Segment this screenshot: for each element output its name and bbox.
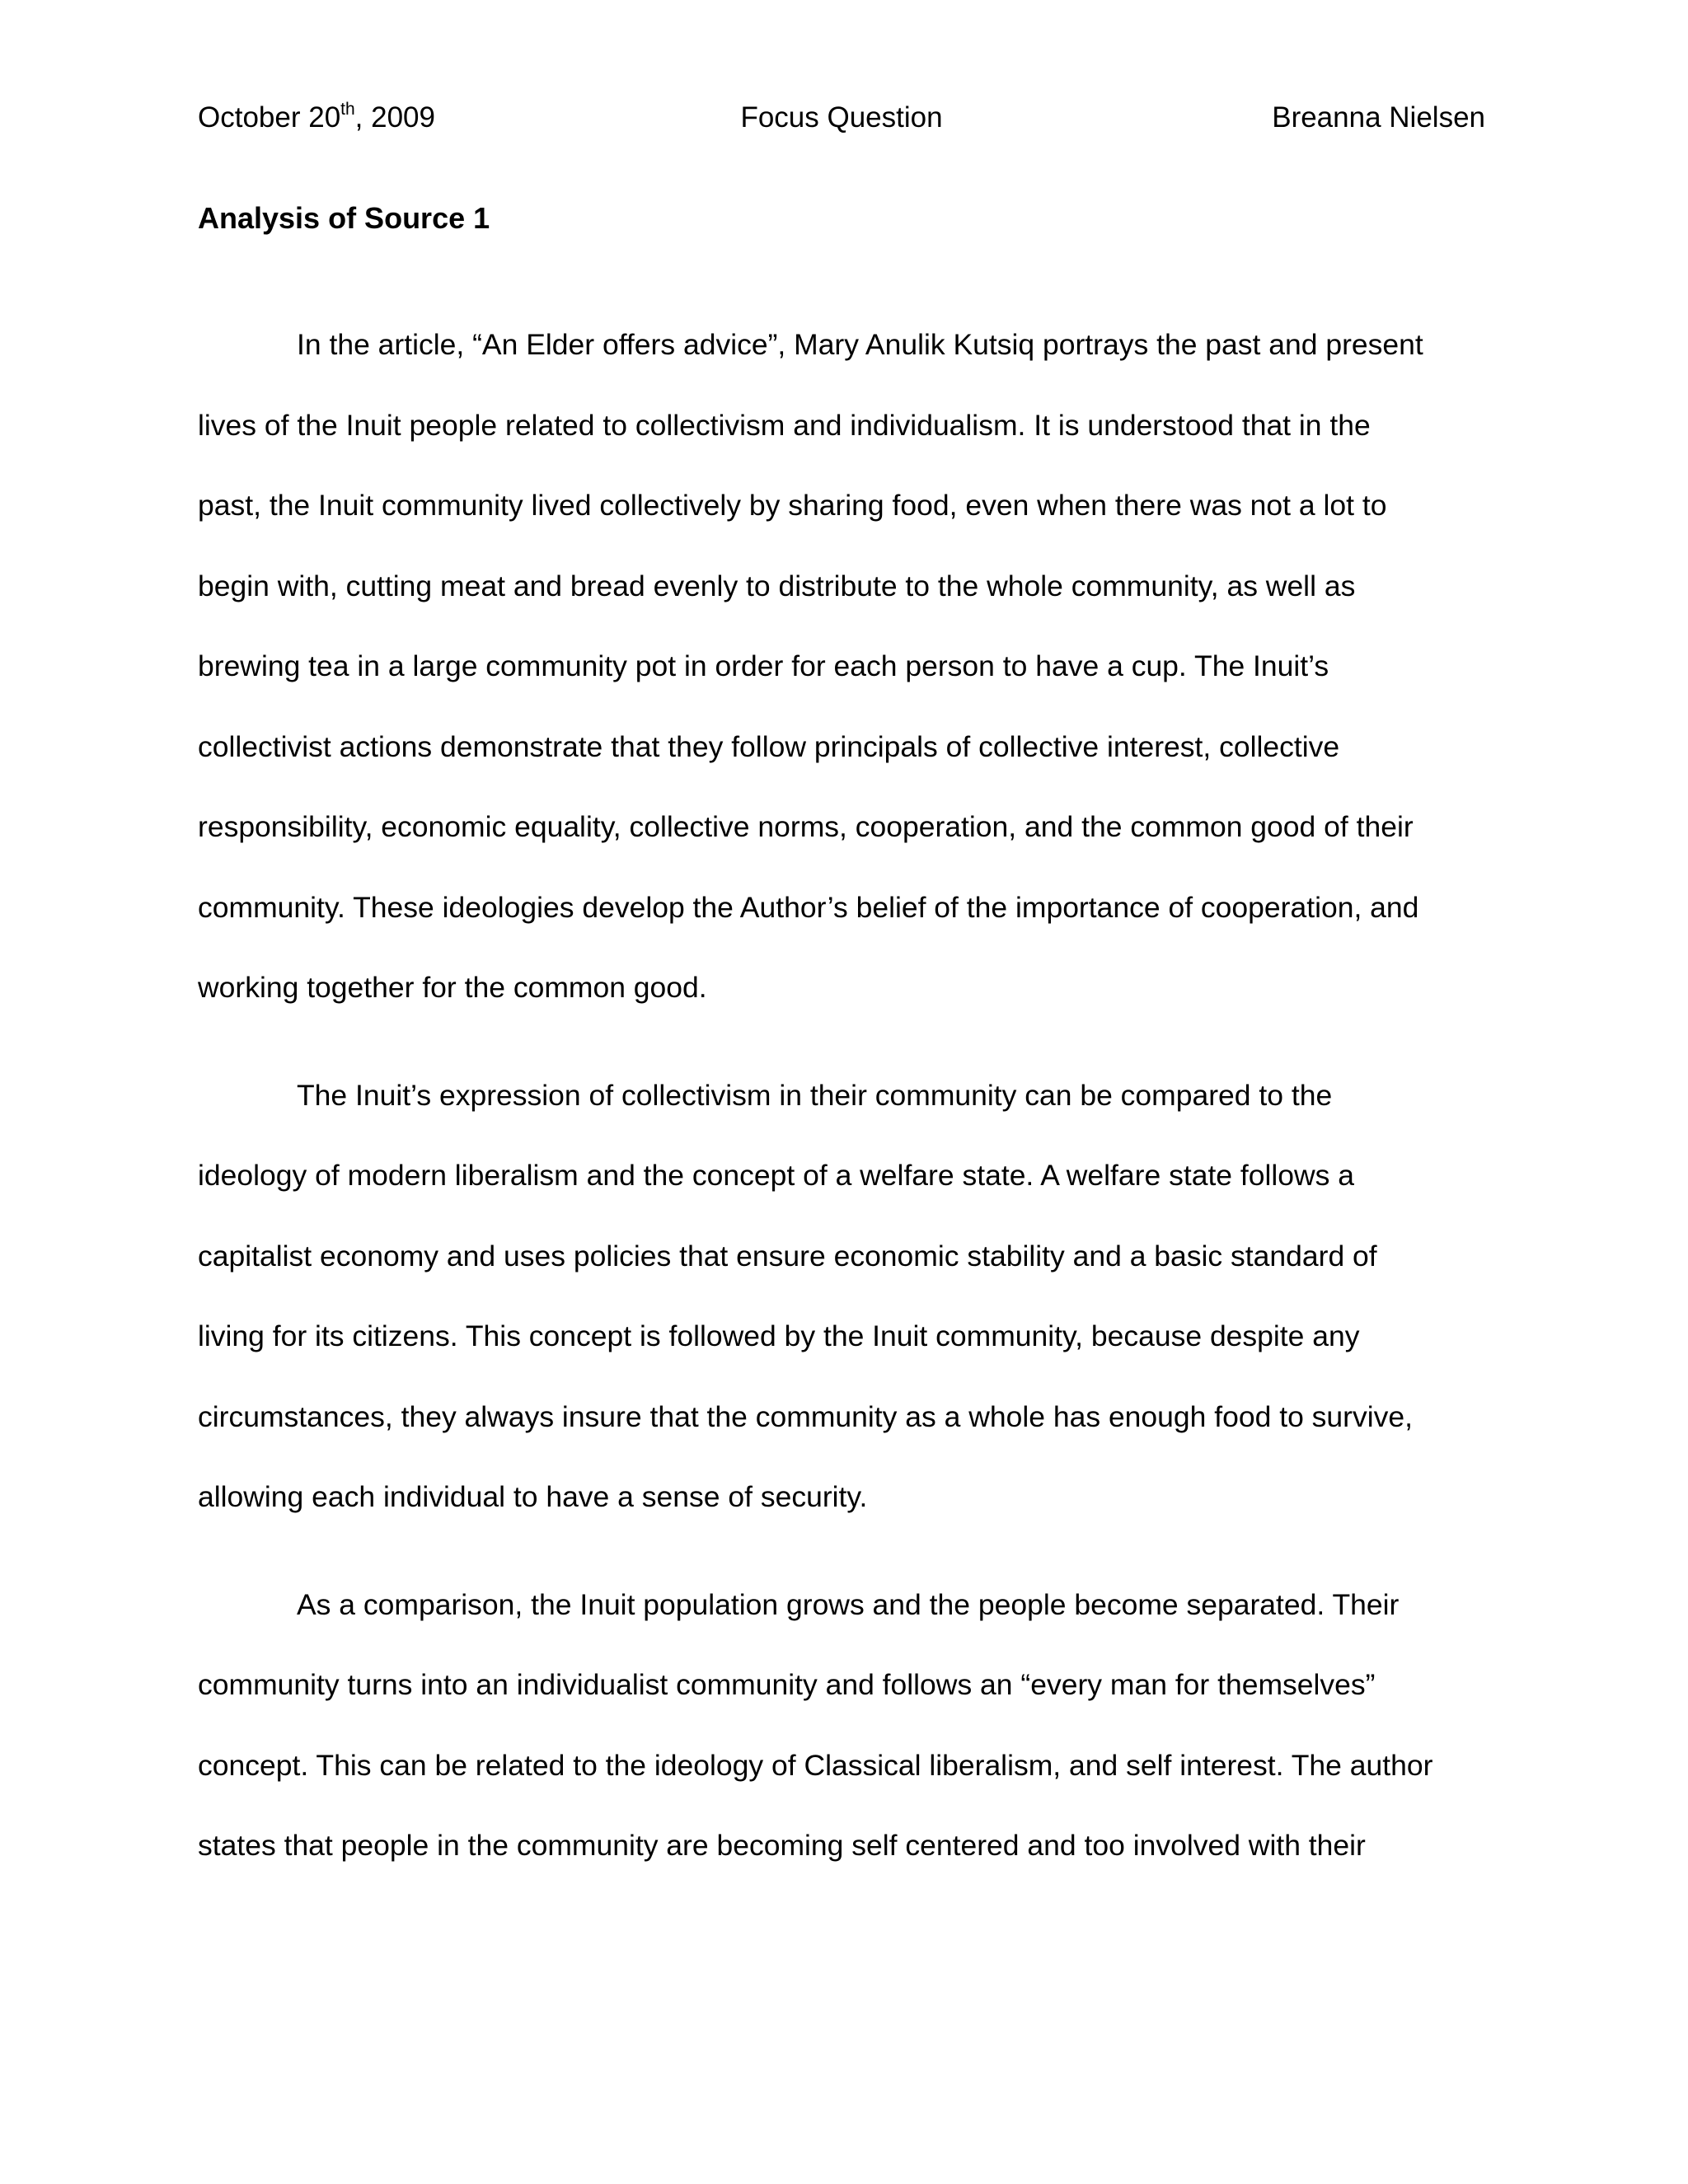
header-date-year: , 2009	[354, 101, 435, 134]
paragraph-line: brewing tea in a large community pot in order for each person to have a cup. The Inuit’s	[198, 649, 1329, 682]
paragraph-line: concept. This can be related to the ideology of Classical liberalism, and self interest. The author	[198, 1748, 1433, 1782]
document-heading: Analysis of Source 1	[198, 201, 490, 235]
paragraph-line: As a comparison, the Inuit population grows and the people become separated. Their	[297, 1587, 1400, 1621]
paragraph-line: begin with, cutting meat and bread evenly to distribute to the whole community, as well as	[198, 569, 1356, 602]
paragraph-line: community. These ideologies develop the Author’s belief of the importance of cooperation, and	[198, 890, 1419, 924]
header-title: Focus Question	[740, 101, 943, 134]
paragraph-line: community turns into an individualist community and follows an “every man for themselves”	[198, 1668, 1376, 1701]
header-date-suffix: th	[340, 100, 355, 119]
paragraph-line: past, the Inuit community lived collectively by sharing food, even when there was not a lot to	[198, 489, 1387, 522]
document-body	[198, 305, 1500, 1914]
paragraph-line: responsibility, economic equality, collective norms, cooperation, and the common good of their	[198, 810, 1414, 843]
paragraph-line: The Inuit’s expression of collectivism in their community can be compared to the	[297, 1078, 1333, 1112]
paragraph-line: states that people in the community are becoming self centered and too involved with their	[198, 1829, 1366, 1862]
paragraph-line: ideology of modern liberalism and the concept of a welfare state. A welfare state follows a	[198, 1159, 1355, 1192]
header-date-main: October 20	[198, 101, 341, 134]
paragraph-1	[198, 305, 1500, 1029]
paragraph-line: allowing each individual to have a sense of security.	[198, 1480, 868, 1513]
paragraph-line: lives of the Inuit people related to collectivism and individualism. It is understood that in the	[198, 408, 1371, 442]
paragraph-2	[198, 1056, 1500, 1538]
header-author: Breanna Nielsen	[1272, 101, 1485, 134]
paragraph-line: working together for the common good.	[198, 971, 707, 1004]
paragraph-line: capitalist economy and uses policies that ensure economic stability and a basic standard of	[198, 1239, 1377, 1272]
paragraph-line: living for its citizens. This concept is followed by the Inuit community, because despite any	[198, 1319, 1360, 1352]
paragraph-3	[198, 1565, 1500, 1886]
paragraph-line: circumstances, they always insure that the community as a whole has enough food to survive,	[198, 1399, 1413, 1433]
paragraph-line: collectivist actions demonstrate that they follow principals of collective interest, collective	[198, 729, 1340, 763]
page-header	[198, 97, 1485, 138]
paragraph-line: In the article, “An Elder offers advice”, Mary Anulik Kutsiq portrays the past and present	[297, 328, 1423, 361]
